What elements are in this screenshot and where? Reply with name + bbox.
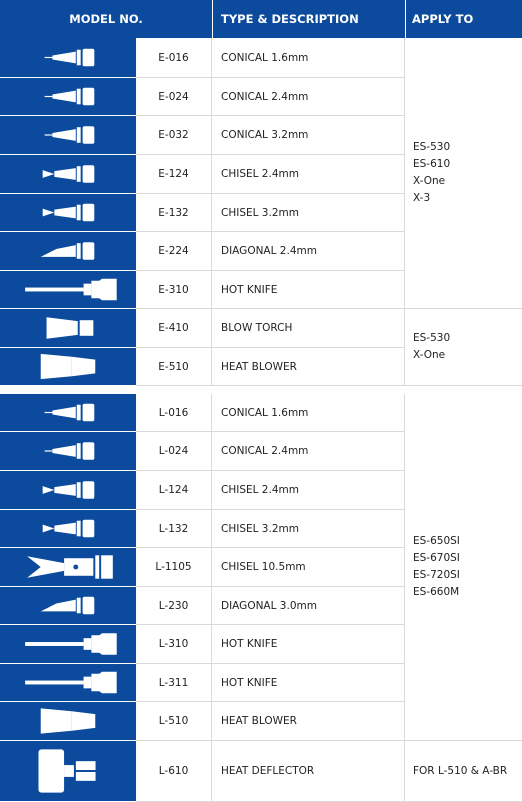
type-description: CHISEL 2.4mm bbox=[212, 471, 405, 510]
model-number: E-024 bbox=[136, 78, 212, 116]
compatible-model: X-One bbox=[413, 175, 446, 187]
diagonal-tip-icon bbox=[0, 587, 136, 624]
product-image bbox=[0, 741, 136, 802]
model-number: E-310 bbox=[136, 271, 212, 309]
conical-tip-icon bbox=[0, 78, 136, 115]
type-description: HEAT BLOWER bbox=[212, 348, 405, 386]
table-header bbox=[0, 0, 522, 38]
header-apply: APPLY TO bbox=[412, 12, 474, 26]
product-image bbox=[0, 78, 136, 116]
model-number: L-1105 bbox=[136, 548, 212, 587]
product-image bbox=[0, 587, 136, 625]
type-description: HEAT DEFLECTOR bbox=[212, 741, 405, 802]
type-description: CONICAL 1.6mm bbox=[212, 38, 405, 78]
model-number: L-610 bbox=[136, 741, 212, 802]
model-number: E-510 bbox=[136, 348, 212, 386]
model-number: L-311 bbox=[136, 664, 212, 702]
chisel-tip-icon bbox=[0, 471, 136, 509]
header-type: TYPE & DESCRIPTION bbox=[221, 12, 359, 26]
product-image bbox=[0, 309, 136, 348]
chisel-tip-icon bbox=[0, 510, 136, 547]
heat-deflector-icon bbox=[0, 741, 136, 801]
model-number: L-024 bbox=[136, 432, 212, 471]
model-number: E-224 bbox=[136, 232, 212, 271]
blow-torch-icon bbox=[0, 309, 136, 347]
type-description: DIAGONAL 3.0mm bbox=[212, 587, 405, 625]
chisel-tip-icon bbox=[0, 194, 136, 231]
apply-to-cell bbox=[405, 741, 522, 802]
model-number: E-124 bbox=[136, 155, 212, 194]
compatible-model: ES-530 bbox=[413, 141, 451, 153]
model-number: E-410 bbox=[136, 309, 212, 348]
conical-tip-icon bbox=[0, 116, 136, 154]
compatible-model: ES-660M bbox=[413, 586, 460, 598]
product-image bbox=[0, 116, 136, 155]
compatible-model: ES-670SI bbox=[413, 552, 460, 564]
chisel-tip-icon bbox=[0, 155, 136, 193]
type-description: DIAGONAL 2.4mm bbox=[212, 232, 405, 271]
product-image bbox=[0, 232, 136, 271]
type-description: BLOW TORCH bbox=[212, 309, 405, 348]
hot-knife-icon bbox=[0, 271, 136, 308]
conical-tip-icon bbox=[0, 432, 136, 470]
heat-blower-icon bbox=[0, 348, 136, 385]
product-image bbox=[0, 38, 136, 78]
type-description: CHISEL 10.5mm bbox=[212, 548, 405, 587]
model-number: L-132 bbox=[136, 510, 212, 548]
model-number: L-510 bbox=[136, 702, 212, 741]
model-number: E-132 bbox=[136, 194, 212, 232]
diagonal-tip-icon bbox=[0, 232, 136, 270]
compatible-model: X-3 bbox=[413, 192, 431, 204]
compatible-model: FOR L-510 & A-BR bbox=[413, 764, 508, 777]
product-image bbox=[0, 471, 136, 510]
compatible-model: ES-610 bbox=[413, 158, 451, 170]
hot-knife-icon bbox=[0, 625, 136, 663]
header-model: MODEL NO. bbox=[69, 12, 143, 26]
type-description: HOT KNIFE bbox=[212, 271, 405, 309]
product-image bbox=[0, 702, 136, 741]
section-gap bbox=[0, 386, 522, 394]
product-image bbox=[0, 625, 136, 664]
apply-to-cell bbox=[405, 309, 522, 386]
product-image bbox=[0, 664, 136, 702]
type-description: CONICAL 3.2mm bbox=[212, 116, 405, 155]
type-description: CONICAL 2.4mm bbox=[212, 78, 405, 116]
type-description: HOT KNIFE bbox=[212, 625, 405, 664]
compatible-model: ES-530 bbox=[413, 332, 451, 344]
model-number: L-016 bbox=[136, 394, 212, 432]
conical-tip-icon bbox=[0, 394, 136, 431]
compatible-model: ES-720SI bbox=[413, 569, 460, 581]
product-image bbox=[0, 155, 136, 194]
product-image bbox=[0, 432, 136, 471]
type-description: CONICAL 2.4mm bbox=[212, 432, 405, 471]
apply-to-cell bbox=[405, 394, 522, 741]
compatible-model: ES-650SI bbox=[413, 535, 460, 547]
product-image bbox=[0, 548, 136, 587]
type-description: CHISEL 3.2mm bbox=[212, 194, 405, 232]
product-image bbox=[0, 510, 136, 548]
type-description: CHISEL 2.4mm bbox=[212, 155, 405, 194]
product-image bbox=[0, 348, 136, 386]
model-number: L-310 bbox=[136, 625, 212, 664]
model-number: L-230 bbox=[136, 587, 212, 625]
conical-tip-icon bbox=[0, 38, 136, 77]
apply-to-cell bbox=[405, 38, 522, 309]
compatible-model: X-One bbox=[413, 349, 446, 361]
type-description: CHISEL 3.2mm bbox=[212, 510, 405, 548]
type-description: HEAT BLOWER bbox=[212, 702, 405, 741]
model-number: E-016 bbox=[136, 38, 212, 78]
heat-blower-icon bbox=[0, 702, 136, 740]
product-image bbox=[0, 394, 136, 432]
wide-chisel-tip-icon bbox=[0, 548, 136, 586]
type-description: CONICAL 1.6mm bbox=[212, 394, 405, 432]
model-number: E-032 bbox=[136, 116, 212, 155]
header-divider bbox=[405, 0, 406, 38]
header-divider bbox=[212, 0, 213, 38]
type-description: HOT KNIFE bbox=[212, 664, 405, 702]
product-image bbox=[0, 194, 136, 232]
hot-knife-icon bbox=[0, 664, 136, 701]
product-image bbox=[0, 271, 136, 309]
model-number: L-124 bbox=[136, 471, 212, 510]
